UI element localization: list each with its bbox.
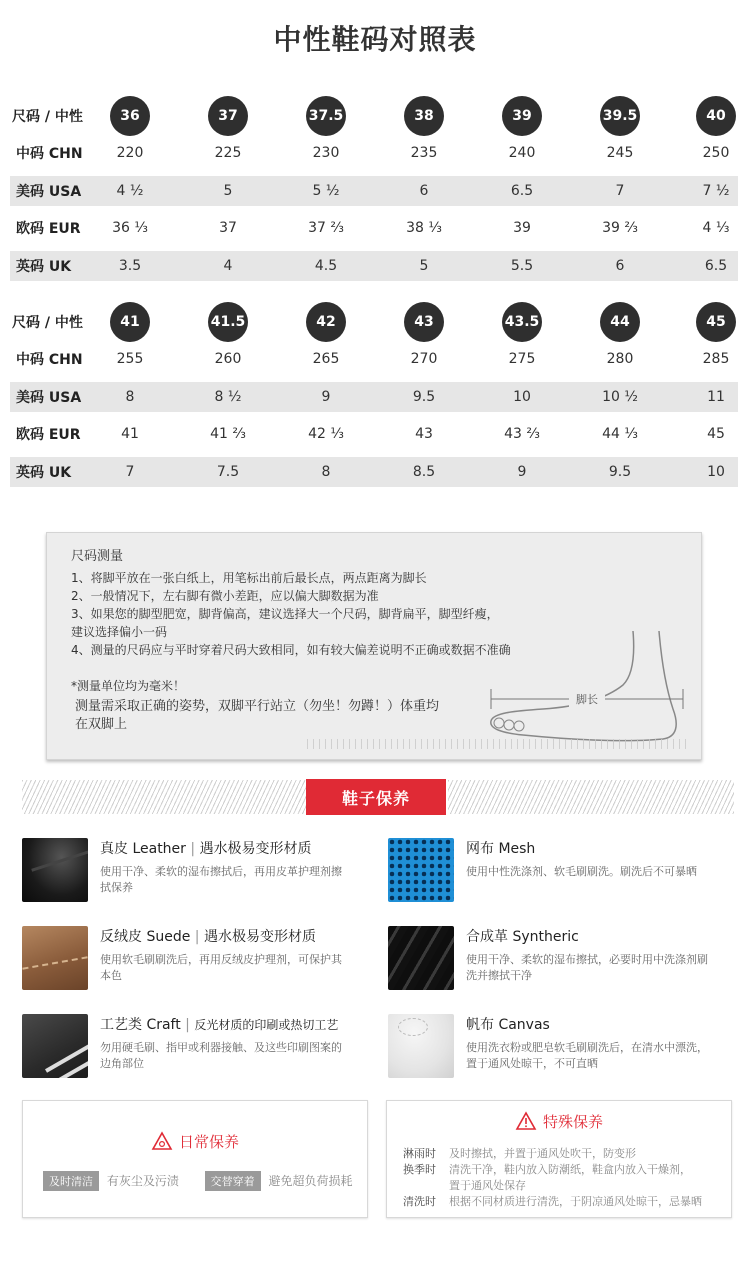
row-label: 美码 USA: [16, 389, 82, 406]
row-label: 英码 UK: [16, 258, 72, 275]
size-badge: 43.5: [502, 302, 542, 342]
size-cell: 36 ⅓: [112, 220, 148, 236]
daily-text: 避免超负荷损耗: [268, 1174, 353, 1188]
size-badge: 39.5: [600, 96, 640, 136]
care-banner: 鞋子保养: [306, 779, 446, 815]
size-cell: 11: [707, 388, 725, 405]
row-label: 尺码 / 中性: [12, 109, 83, 125]
banner-stripe: [22, 780, 322, 814]
size-badge: 39: [502, 96, 542, 136]
size-badge: 43: [404, 302, 444, 342]
size-cell: 240: [508, 145, 536, 161]
special-row: 换季时 清洗干净，鞋内放入防潮纸，鞋盒内放入干燥剂，: [403, 1163, 691, 1176]
size-cell: 220: [116, 145, 144, 161]
care-desc: 使用干净、柔软的湿布擦拭，必要时用中洗涤剂刷洗并擦拭干净: [466, 953, 708, 982]
size-cell: 3.5: [118, 257, 142, 274]
care-desc: 使用中性洗涤剂、软毛刷刷洗。刷洗后不可暴晒: [466, 865, 697, 878]
care-title: 合成革 Syntheric: [466, 929, 579, 945]
size-badge: 37: [208, 96, 248, 136]
posture-note: 在双脚上: [75, 717, 128, 732]
size-header-row: [10, 96, 738, 136]
size-cell: 8: [125, 388, 135, 405]
size-cell: 260: [214, 351, 242, 367]
size-cell: 4 ½: [116, 182, 144, 199]
measure-line: 1、将脚平放在一张白纸上，用笔标出前后最长点，两点距离为脚长: [71, 571, 427, 585]
size-cell: 5.5: [510, 257, 534, 274]
care-title: 真皮 Leather | 遇水极易变形材质: [100, 841, 312, 857]
row-label: 美码 USA: [16, 183, 82, 200]
row-label: 英码 UK: [16, 464, 72, 481]
row-label: 欧码 EUR: [16, 427, 81, 443]
synthetic-icon: [388, 926, 454, 990]
craft-icon: [22, 1014, 88, 1078]
size-badge: 36: [110, 96, 150, 136]
row-label: 中码 CHN: [16, 146, 83, 162]
size-row-chn: [10, 344, 738, 374]
foot-length-label: 脚长: [576, 693, 598, 706]
ruler: [307, 739, 687, 749]
size-cell: 7 ½: [702, 182, 730, 199]
daily-tag: 及时清洁: [43, 1171, 99, 1191]
size-badge: 45: [696, 302, 736, 342]
size-cell: 255: [116, 351, 144, 367]
special-row: 淋雨时 及时擦拭，并置于通风处吹干，防变形: [403, 1147, 636, 1160]
size-cell: 43: [415, 426, 433, 442]
size-row-uk: [10, 251, 738, 281]
size-row-usa: [10, 176, 738, 206]
size-cell: 7.5: [216, 463, 240, 480]
size-cell: 39 ⅔: [602, 220, 638, 236]
size-cell: 42 ⅓: [308, 426, 344, 442]
measure-line: 2、一般情况下，左右脚有微小差距，应以偏大脚数据为准: [71, 589, 379, 603]
banner-stripe: [448, 780, 734, 814]
size-cell: 41: [121, 426, 139, 442]
mesh-icon: [388, 838, 454, 902]
size-cell: 4.5: [314, 257, 338, 274]
size-cell: 7: [125, 463, 135, 480]
measure-line: 3、如果您的脚型肥宽，脚背偏高，建议选择大一个尺码，脚背扁平，脚型纤瘦，: [71, 607, 499, 621]
size-cell: 38 ⅓: [406, 220, 442, 236]
size-badge: 44: [600, 302, 640, 342]
size-cell: 6: [615, 257, 625, 274]
size-cell: 6: [419, 182, 429, 199]
size-cell: 39: [513, 220, 531, 236]
size-cell: 5: [419, 257, 429, 274]
size-cell: 37 ⅔: [308, 220, 344, 236]
size-cell: 9: [321, 388, 331, 405]
size-cell: 44 ⅓: [602, 426, 638, 442]
size-row-chn: [10, 138, 738, 168]
suede-icon: [22, 926, 88, 990]
special-row: 清洗时 根据不同材质进行清洗，于阴凉通风处晾干，忌暴晒: [403, 1195, 702, 1208]
page-title: 中性鞋码对照表: [273, 23, 477, 56]
care-desc: 使用干净、柔软的湿布擦拭后，再用皮革护理剂擦拭保养: [100, 865, 342, 894]
size-cell: 9.5: [608, 463, 632, 480]
posture-note: 测量需采取正确的姿势，双脚平行站立（勿坐！勿蹲！）体重均: [75, 699, 440, 714]
size-cell: 37: [219, 220, 237, 236]
size-cell: 6.5: [704, 257, 728, 274]
care-desc: 勿用硬毛刷、指甲或利器接触、及这些印刷图案的边角部位: [100, 1041, 342, 1070]
size-cell: 245: [606, 145, 634, 161]
measure-heading: 尺码测量: [71, 549, 124, 564]
size-badge: 40: [696, 96, 736, 136]
daily-tag: 交替穿着: [205, 1171, 261, 1191]
size-badge: 41: [110, 302, 150, 342]
size-cell: 225: [214, 145, 242, 161]
size-row-eur: [10, 419, 738, 449]
size-cell: 285: [702, 351, 730, 367]
measure-instructions: [46, 532, 702, 760]
row-label: 欧码 EUR: [16, 221, 81, 237]
size-cell: 10 ½: [602, 388, 638, 405]
size-cell: 4: [223, 257, 233, 274]
special-care-heading: 特殊保养: [387, 1111, 731, 1132]
size-cell: 4 ⅓: [702, 220, 730, 236]
size-cell: 235: [410, 145, 438, 161]
size-row-eur: [10, 213, 738, 243]
size-badge: 41.5: [208, 302, 248, 342]
measure-line: 4、测量的尺码应与平时穿着尺码大致相同，如有较大偏差说明不正确或数据不准确: [71, 643, 511, 657]
size-cell: 45: [707, 426, 725, 442]
size-cell: 10: [707, 463, 725, 480]
size-badge: 42: [306, 302, 346, 342]
size-cell: 9: [517, 463, 527, 480]
row-label: 中码 CHN: [16, 352, 83, 368]
care-title: 帆布 Canvas: [466, 1017, 550, 1033]
special-care-box: [386, 1100, 732, 1218]
care-item-craft: [22, 1014, 362, 1084]
size-row-usa: [10, 382, 738, 412]
size-cell: 275: [508, 351, 536, 367]
size-cell: 8.5: [412, 463, 436, 480]
care-desc: 使用洗衣粉或肥皂软毛刷刷洗后，在清水中漂洗，置于通风处晾干，不可直晒: [466, 1041, 708, 1070]
warning-icon: [515, 1111, 537, 1131]
special-row: 置于通风处保存: [449, 1179, 526, 1192]
size-cell: 8 ½: [214, 388, 242, 405]
unit-note: *测量单位均为毫米！: [71, 679, 186, 693]
care-item-mesh: [388, 838, 728, 908]
warning-icon: [151, 1131, 173, 1151]
size-cell: 8: [321, 463, 331, 480]
size-badge: 37.5: [306, 96, 346, 136]
care-title: 反绒皮 Suede | 遇水极易变形材质: [100, 929, 316, 945]
care-item-synthetic: [388, 926, 728, 996]
foot-measure-illustration: [483, 625, 693, 745]
leather-icon: [22, 838, 88, 902]
care-title: 工艺类 Craft | 反光材质的印刷或热切工艺: [100, 1017, 339, 1033]
measure-line: 建议选择偏小一码: [71, 625, 168, 639]
care-title: 网布 Mesh: [466, 841, 536, 857]
size-cell: 230: [312, 145, 340, 161]
size-cell: 265: [312, 351, 340, 367]
size-cell: 10: [513, 388, 531, 405]
daily-text: 有灰尘及污渍: [106, 1174, 179, 1188]
size-cell: 5 ½: [312, 182, 340, 199]
size-cell: 6.5: [510, 182, 534, 199]
row-label: 尺码 / 中性: [12, 315, 83, 331]
size-cell: 43 ⅔: [504, 426, 540, 442]
size-cell: 9.5: [412, 388, 436, 405]
canvas-icon: [388, 1014, 454, 1078]
size-cell: 41 ⅔: [210, 426, 246, 442]
care-item-canvas: [388, 1014, 728, 1084]
size-cell: 5: [223, 182, 233, 199]
size-cell: 280: [606, 351, 634, 367]
size-cell: 7: [615, 182, 625, 199]
size-header-row: [10, 302, 738, 342]
size-cell: 270: [410, 351, 438, 367]
daily-care-box: [22, 1100, 368, 1218]
care-item-suede: [22, 926, 362, 996]
daily-care-heading: 日常保养: [23, 1131, 367, 1152]
size-row-uk: [10, 457, 738, 487]
care-item-leather: [22, 838, 362, 908]
size-badge: 38: [404, 96, 444, 136]
care-desc: 使用软毛刷刷洗后，再用反绒皮护理剂，可保护其本色: [100, 953, 342, 982]
size-cell: 250: [702, 145, 730, 161]
